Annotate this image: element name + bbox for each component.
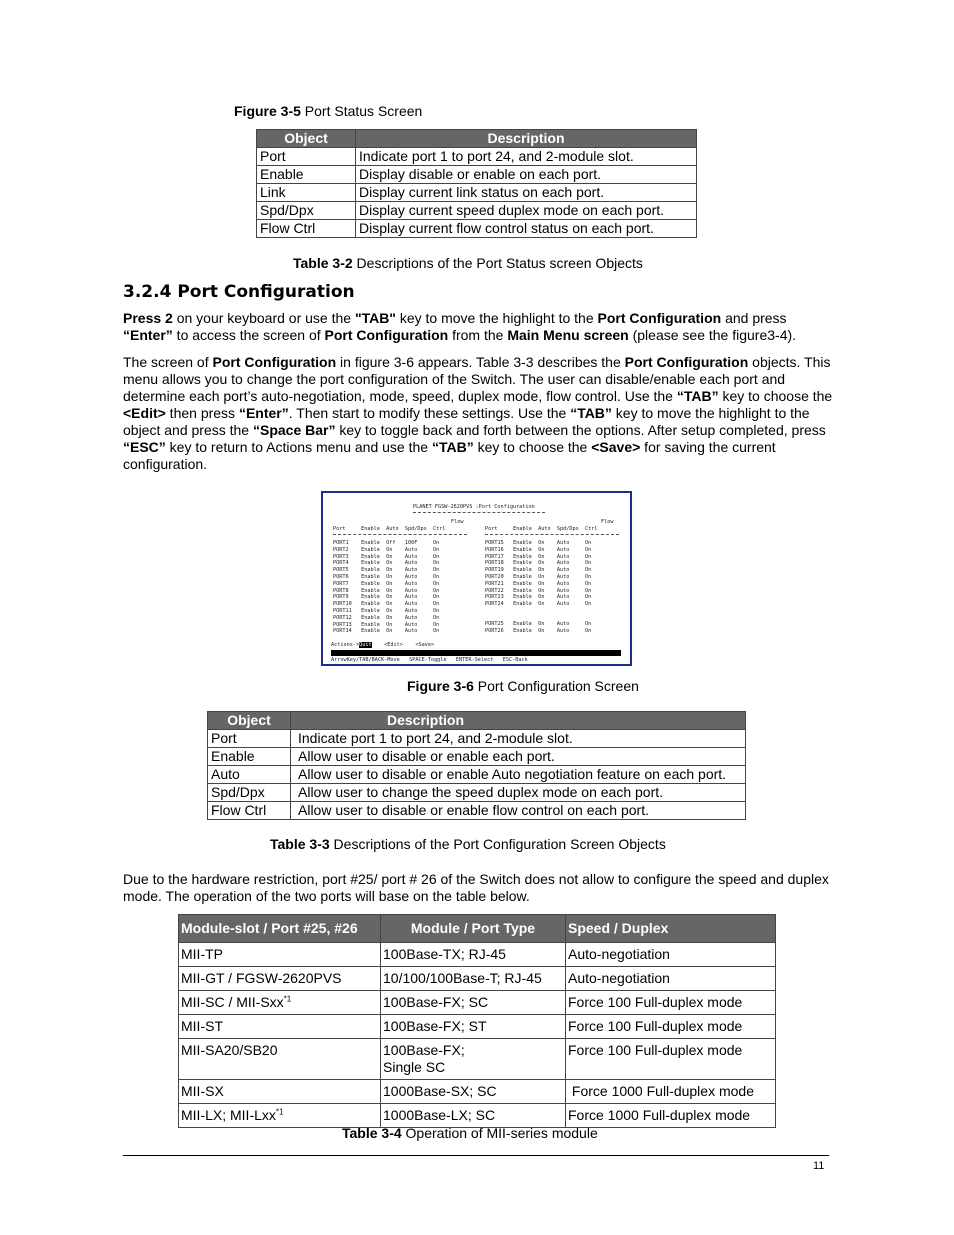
table-row	[257, 166, 697, 184]
terminal-header-left: Port Enable Auto Spd/Dpx Ctrl	[333, 526, 446, 532]
terminal-port-row: PORT9 Enable On Auto On	[333, 594, 440, 601]
port-type: 10/100/100Base-T; RJ-45	[383, 970, 542, 986]
table-cell: Display current flow control status on each port.	[356, 220, 697, 238]
table-cell-module	[179, 1039, 381, 1080]
module-name: MII-GT / FGSW-2620PVS	[181, 970, 342, 986]
table-row	[208, 766, 746, 784]
paragraph-3: Due to the hardware restriction, port #25/ port # 26 of the Switch does not allow to configure the speed and duplex mode. The operation of the two ports will base on the table below.	[123, 871, 829, 904]
terminal-port-row: PORT25 Enable On Auto On	[485, 621, 592, 627]
table-cell-speed: Force 100 Full-duplex mode	[566, 1039, 776, 1080]
table-cell-module	[179, 1080, 381, 1104]
table-header-row	[208, 712, 746, 730]
terminal-port-row: PORT23 Enable On Auto On	[485, 594, 592, 601]
terminal-port-row: PORT20 Enable On Auto On	[485, 573, 592, 580]
table-cell-type	[381, 1015, 566, 1039]
terminal-port-row: PORT14 Enable On Auto On	[333, 628, 440, 635]
port-type: 100Base-FX; ST	[383, 1018, 487, 1034]
table-cell-speed: Force 1000 Full-duplex mode	[566, 1104, 776, 1128]
terminal-flow-label-left: Flow	[451, 519, 464, 525]
terminal-actions: Actions->Quit <Edit> <Save>	[331, 642, 435, 648]
figure-3-5-caption: Figure 3-5 Port Status Screen	[234, 103, 423, 119]
table-cell: Port	[208, 730, 291, 748]
table-cell-type	[381, 1080, 566, 1104]
port-type: 1000Base-SX; SC	[383, 1083, 497, 1099]
terminal-port-row: PORT24 Enable On Auto On	[485, 601, 592, 608]
terminal-title-underline	[413, 512, 545, 513]
terminal-port-row: PORT6 Enable On Auto On	[333, 573, 440, 580]
module-name: MII-SX	[181, 1083, 224, 1099]
table-cell: Flow Ctrl	[208, 802, 291, 820]
table-3-3-caption: Table 3-3 Descriptions of the Port Configuration Screen Objects	[270, 836, 666, 852]
table-cell-type	[381, 991, 566, 1015]
terminal-header-right: Port Enable Auto Spd/Dpx Ctrl	[485, 526, 598, 532]
table-cell: Enable	[208, 748, 291, 766]
table-cell-speed: Force 100 Full-duplex mode	[566, 991, 776, 1015]
table-cell-speed: Force 100 Full-duplex mode	[566, 1015, 776, 1039]
table-row	[179, 1104, 776, 1128]
terminal-right-ports	[485, 540, 591, 608]
table-row	[208, 802, 746, 820]
terminal-port-row: PORT4 Enable On Auto On	[333, 560, 440, 567]
port-configuration-terminal-screenshot	[321, 491, 632, 666]
table-cell-type	[381, 1104, 566, 1128]
terminal-port-row: PORT8 Enable On Auto On	[333, 587, 440, 594]
table-cell: Enable	[257, 166, 356, 184]
table-cell-module	[179, 1104, 381, 1128]
terminal-flow-label-right: Flow	[601, 519, 614, 525]
table-cell-speed: Auto-negotiation	[566, 943, 776, 967]
table-row	[179, 991, 776, 1015]
table-cell: Flow Ctrl	[257, 220, 356, 238]
module-name: MII-SA20/SB20	[181, 1042, 278, 1058]
table-row	[257, 202, 697, 220]
terminal-port-row: PORT22 Enable On Auto On	[485, 587, 592, 594]
terminal-port-row: PORT16 Enable On Auto On	[485, 546, 592, 553]
table-3-4-caption: Table 3-4 Operation of MII-series module	[342, 1125, 598, 1141]
table-cell-module	[179, 991, 381, 1015]
module-name: MII-TP	[181, 946, 223, 962]
terminal-port-row: PORT1 Enable Off 100F On	[333, 540, 440, 546]
table-cell: Link	[257, 184, 356, 202]
table-3-2	[256, 129, 697, 238]
table-3-4	[178, 914, 776, 1128]
footnote-marker: *1	[283, 994, 292, 1004]
table-header-module-slot: Module-slot / Port #25, #26	[179, 915, 381, 943]
module-name: MII-SC / MII-Sxx	[181, 994, 284, 1010]
table-row	[179, 1039, 776, 1080]
table-cell: Spd/Dpx	[257, 202, 356, 220]
table-cell: Display disable or enable on each port.	[356, 166, 697, 184]
table-cell: Allow user to change the speed duplex mode on each port.	[291, 784, 746, 802]
terminal-port-row: PORT12 Enable On Auto On	[333, 614, 440, 621]
terminal-port-row: PORT21 Enable On Auto On	[485, 580, 592, 587]
table-cell: Spd/Dpx	[208, 784, 291, 802]
table-cell-type	[381, 967, 566, 991]
terminal-port-row: PORT2 Enable On Auto On	[333, 546, 440, 553]
table-row	[257, 184, 697, 202]
table-cell-module	[179, 943, 381, 967]
table-row	[179, 967, 776, 991]
table-row	[179, 1015, 776, 1039]
table-cell: Allow user to disable or enable Auto negotiation feature on each port.	[291, 766, 746, 784]
table-header-object: Object	[257, 130, 356, 148]
port-type: 1000Base-LX; SC	[383, 1107, 496, 1123]
table-cell: Display current link status on each port.	[356, 184, 697, 202]
table-row	[208, 730, 746, 748]
table-cell: Allow user to disable or enable each port.	[291, 748, 746, 766]
terminal-title: PLANET FGSW-2620PVS :Port Configuration	[413, 504, 535, 510]
table-header-description: Description	[356, 130, 697, 148]
table-3-3	[207, 711, 746, 820]
table-cell-module	[179, 1015, 381, 1039]
terminal-left-ports	[333, 540, 439, 635]
figure-3-6-caption: Figure 3-6 Port Configuration Screen	[407, 678, 639, 694]
table-cell: Display current speed duplex mode on each port.	[356, 202, 697, 220]
page-number: 11	[813, 1160, 825, 1172]
table-cell: Auto	[208, 766, 291, 784]
table-row	[257, 220, 697, 238]
terminal-port-row: PORT5 Enable On Auto On	[333, 567, 440, 574]
terminal-status-bar	[331, 650, 621, 656]
table-cell: Port	[257, 148, 356, 166]
table-cell-type	[381, 943, 566, 967]
table-row	[208, 784, 746, 802]
table-header-speed-duplex: Speed / Duplex	[566, 915, 776, 943]
port-type: 100Base-TX; RJ-45	[383, 946, 506, 962]
port-type-line2: Single SC	[383, 1059, 446, 1075]
terminal-port-row: PORT13 Enable On Auto On	[333, 621, 440, 628]
table-cell-module	[179, 967, 381, 991]
table-row	[208, 748, 746, 766]
table-header-module-type: Module / Port Type	[381, 915, 566, 943]
table-row	[257, 148, 697, 166]
module-name: MII-ST	[181, 1018, 223, 1034]
terminal-port-row: PORT10 Enable On Auto On	[333, 601, 440, 608]
table-header-row	[179, 915, 776, 943]
table-cell: Indicate port 1 to port 24, and 2-module slot.	[291, 730, 746, 748]
terminal-port-row: PORT26 Enable On Auto On	[485, 627, 592, 634]
table-cell-type	[381, 1039, 566, 1080]
table-cell-speed: Force 1000 Full-duplex mode	[566, 1080, 776, 1104]
terminal-header-underline-right	[485, 534, 619, 535]
footer-rule	[123, 1155, 829, 1156]
table-cell: Allow user to disable or enable flow control on each port.	[291, 802, 746, 820]
table-header-description: Description	[291, 712, 746, 730]
terminal-port-row: PORT19 Enable On Auto On	[485, 567, 592, 574]
footnote-marker: *1	[275, 1107, 284, 1117]
paragraph-2: The screen of Port Configuration in figure 3-6 appears. Table 3-3 describes the Port Configuration objects. This menu allows you to change the port configuration of the Switch. The user can disable/enable each port and determine each port’s auto-negotiation, mode, speed, duplex mode, flow control. Use the “TAB” key to choose the <Edit> then press “Enter”. Then start to modify these settings. Use the “TAB” key to move the highlight to the object and press the “Space Bar” key to toggle back and forth between the options. After setup completed, press “ESC” key to return to Actions menu and use the “TAB” key to choose the <Save> for saving the current configuration.	[123, 354, 833, 472]
table-row	[179, 943, 776, 967]
terminal-port-row: PORT7 Enable On Auto On	[333, 580, 440, 587]
table-cell-speed: Auto-negotiation	[566, 967, 776, 991]
port-type: 100Base-FX; SC	[383, 994, 489, 1010]
port-type: 100Base-FX;	[383, 1042, 465, 1058]
table-header-object: Object	[208, 712, 291, 730]
table-3-2-caption: Table 3-2 Descriptions of the Port Status screen Objects	[293, 255, 643, 271]
terminal-port-row: PORT11 Enable On Auto On	[333, 607, 440, 614]
paragraph-1: Press 2 on your keyboard or use the "TAB" key to move the highlight to the Port Configuration and press “Enter” to access the screen of Port Configuration from the Main Menu screen (please see the figure3-4).	[123, 310, 797, 343]
table-cell: Indicate port 1 to port 24, and 2-module slot.	[356, 148, 697, 166]
terminal-port-row: PORT17 Enable On Auto On	[485, 553, 592, 560]
table-header-row	[257, 130, 697, 148]
table-row	[179, 1080, 776, 1104]
terminal-module-ports	[485, 621, 591, 635]
terminal-port-row: PORT18 Enable On Auto On	[485, 560, 592, 567]
terminal-header-underline-left	[333, 534, 467, 535]
terminal-port-row: PORT3 Enable On Auto On	[333, 553, 440, 560]
module-name: MII-LX; MII-Lxx	[181, 1107, 276, 1123]
terminal-port-row: PORT15 Enable On Auto On	[485, 540, 592, 546]
section-title: 3.2.4 Port Configuration	[123, 282, 355, 302]
terminal-footer: ArrowKey/TAB/BACK-Move SPACE-Toggle ENTER-Select ESC-Back	[331, 657, 528, 663]
